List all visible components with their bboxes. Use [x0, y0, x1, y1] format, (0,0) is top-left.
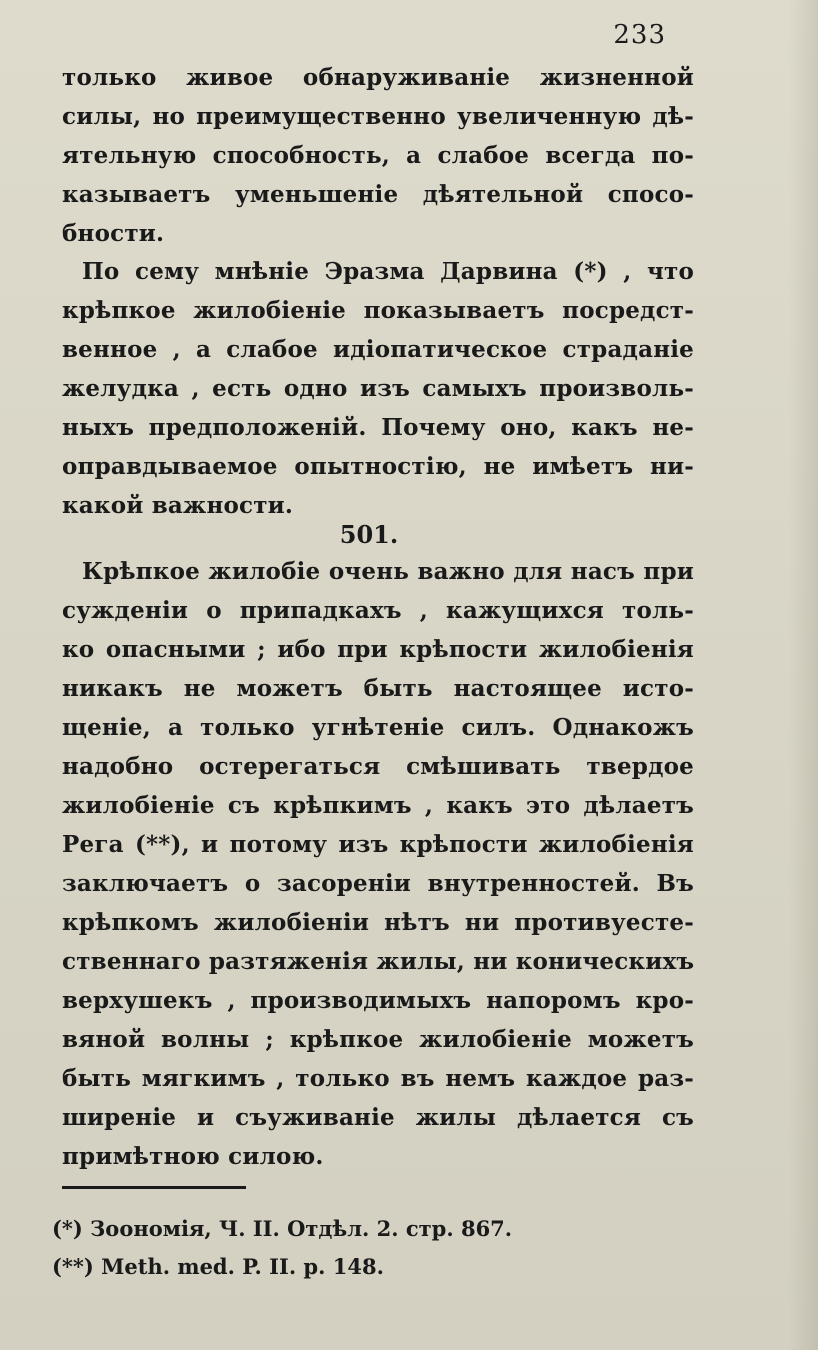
footnote: (*) Зоономія, Ч. II. Отдѣл. 2. стр. 867. [52, 1216, 513, 1241]
paragraph-1 [62, 58, 694, 253]
section-number: 501. [339, 520, 399, 549]
text-line: ширеніе и съуживаніе жилы дѣлается съ [62, 1104, 694, 1131]
text-line: жилобіеніе съ крѣпкимъ , какъ это дѣлаетъ [62, 792, 694, 819]
text-line: венное , а слабое идіопатическое страданіе [62, 336, 694, 363]
text-line: никакъ не можетъ быть настоящее исто- [62, 675, 694, 702]
text-line: По сему мнѣніе Эразма Дарвина (*) , что [82, 258, 694, 285]
page-edge-shadow [788, 0, 818, 1350]
text-line: только живое обнаруживаніе жизненной [62, 64, 694, 91]
paragraph-3 [62, 552, 694, 1176]
text-line: крѣпкомъ жилобіеніи нѣтъ ни противуесте- [62, 909, 694, 936]
text-line: ко опасными ; ибо при крѣпости жилобіенія [62, 636, 694, 663]
text-line: крѣпкое жилобіеніе показываетъ посредст- [62, 297, 694, 324]
text-line: щеніе, а только угнѣтеніе силъ. Однакожъ [62, 714, 694, 741]
text-line: бности. [62, 220, 165, 247]
text-line: какой важности. [62, 492, 294, 519]
page-number: 233 [613, 20, 666, 50]
text-line: сужденіи о припадкахъ , кажущихся толь- [62, 597, 694, 624]
text-line: заключаетъ о засореніи внутренностей. Въ [62, 870, 694, 897]
text-line: желудка , есть одно изъ самыхъ произволь- [62, 375, 694, 402]
text-line: оправдываемое опытностію, не имѣетъ ни- [62, 453, 694, 480]
text-line: Крѣпкое жилобіе очень важно для насъ при [82, 558, 694, 585]
text-line: Рега (**), и потому изъ крѣпости жилобіенія [62, 831, 694, 858]
footnote: (**) Meth. med. P. II. p. 148. [52, 1254, 384, 1279]
paragraph-2 [62, 252, 694, 525]
footnote-divider [62, 1186, 246, 1189]
footnotes [52, 1210, 692, 1286]
text-line: надобно остерегаться смѣшивать твердое [62, 753, 694, 780]
text-line: силы, но преимущественно увеличенную дѣ- [62, 103, 694, 130]
text-line: вяной волны ; крѣпкое жилобіеніе можетъ [62, 1026, 694, 1053]
text-line: казываетъ уменьшеніе дѣятельной спосо- [62, 181, 694, 208]
text-line: ственнаго разтяженія жилы, ни коническихъ [62, 948, 695, 975]
text-line: быть мягкимъ , только въ немъ каждое раз- [62, 1065, 694, 1092]
text-line: примѣтною силою. [62, 1143, 324, 1170]
text-line: ныхъ предположеній. Почему оно, какъ не- [62, 414, 694, 441]
text-line: верхушекъ , производимыхъ напоромъ кро- [62, 987, 694, 1014]
text-line: ятельную способность, а слабое всегда по- [62, 142, 694, 169]
